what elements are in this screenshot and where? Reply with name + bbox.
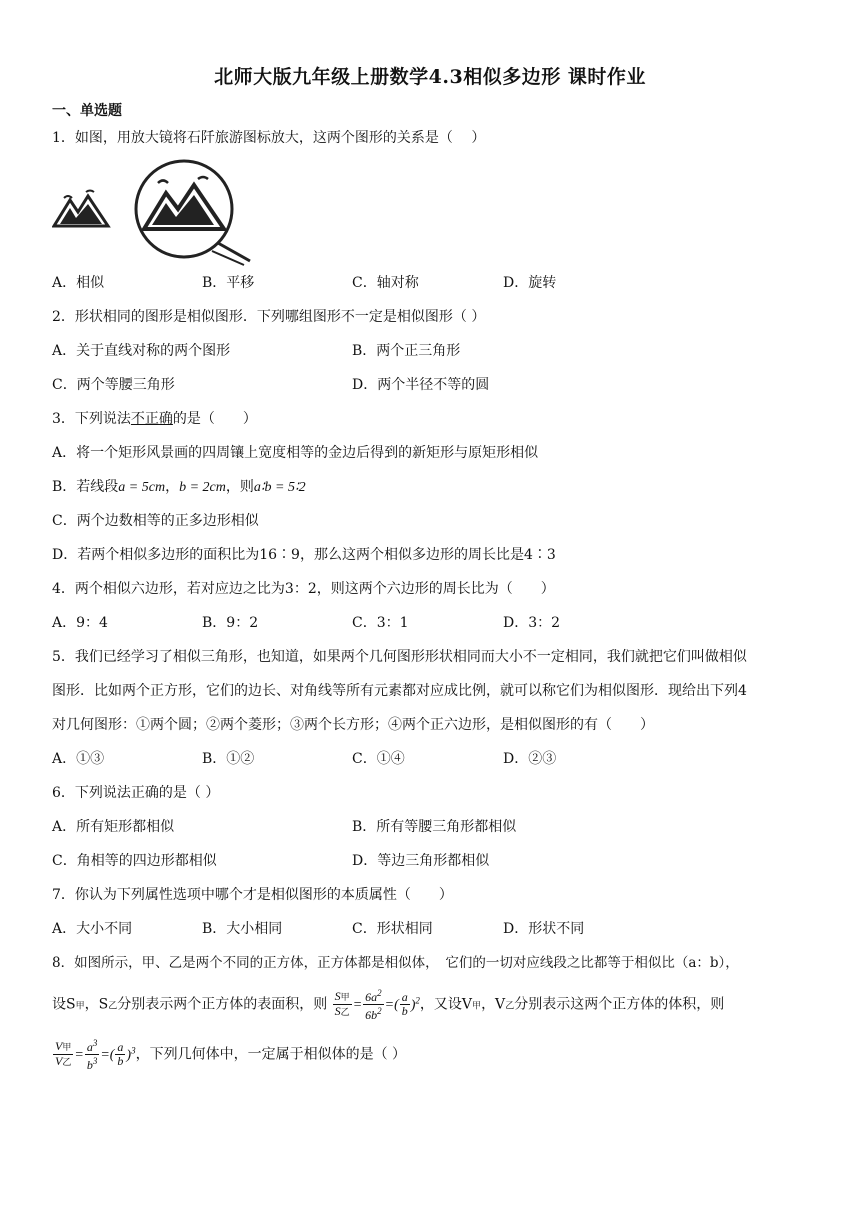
question-3-stem-underlined: 不正确 <box>130 411 173 427</box>
volume-formula-fraction: $\frac{a^3}{b^3}$ <box>86 1038 98 1073</box>
question-8-line-1: 8．如图所示，甲、乙是两个不同的正方体，正方体都是相似体， 它们的一切对应线段之比都等于相似比（a：b）， <box>52 955 739 971</box>
question-3-option-a[interactable]: A．将一个矩形风景画的四周镶上宽度相等的金边后得到的新矩形与原矩形相似 <box>52 445 539 461</box>
question-2-option-c[interactable]: C．两个等腰三角形 <box>52 377 175 393</box>
question-8-area-text: 分别表示两个正方体的表面积，则 <box>117 996 328 1013</box>
question-5-option-d[interactable]: D．②③ <box>503 751 557 767</box>
question-3-stem-part-1: 3．下列说法 <box>52 411 131 427</box>
question-3-option-b-label: B．若线段 <box>52 479 119 495</box>
question-7-option-a[interactable]: A．大小不同 <box>52 921 133 937</box>
question-1-option-c[interactable]: C．轴对称 <box>352 275 419 291</box>
question-3-option-b-ratio: a∶b = 5∶2 <box>253 480 306 495</box>
question-4-option-d[interactable]: D．3：2 <box>503 615 561 631</box>
question-2-option-b[interactable]: B．两个正三角形 <box>352 343 461 359</box>
question-8-s-label: 设S <box>52 996 76 1013</box>
magnifier-icon <box>132 157 256 267</box>
question-7-option-b[interactable]: B．大小相同 <box>202 921 283 937</box>
mountain-icon-small <box>52 188 112 232</box>
question-8-line-2: 设S甲，S乙分别表示两个正方体的表面积，则 $\frac{\text{S甲}}{\text{S乙}}$ = $\frac{6a^2}{6b^2}$ =( $\frac{a}{b}$ )$^2$，又设V甲，V乙分别表示这两个正方体的体积，则 <box>52 988 725 1023</box>
question-5-line-2: 图形．比如两个正方形，它们的边长、对角线等所有元素都对应成比例，就可以称它们为相似图形．现给出下列4 <box>52 683 747 699</box>
question-4-option-c[interactable]: C．3：1 <box>352 615 409 631</box>
question-2-stem: 2．形状相同的图形是相似图形．下列哪组图形不一定是相似图形（ ） <box>52 309 486 325</box>
question-5-option-c[interactable]: C．①④ <box>352 751 405 767</box>
question-6-option-d[interactable]: D．等边三角形都相似 <box>352 853 490 869</box>
question-1-stem: 1．如图，用放大镜将石阡旅游图标放大，这两个图形的关系是（ ） <box>52 130 486 146</box>
question-3-option-b-sep: ， <box>165 479 180 495</box>
page-title: 北师大版九年级上册数学4.3相似多边形 课时作业 <box>214 66 646 88</box>
question-3-stem-part-2: 的是（ ） <box>172 411 257 427</box>
question-8-sub-yi: 乙 <box>108 1001 118 1012</box>
question-3-option-b-math-a: a = 5cm <box>118 480 166 495</box>
question-1-option-a[interactable]: A．相似 <box>52 275 105 291</box>
area-ratio-fraction: $\frac{\text{S甲}}{\text{S乙}}$ <box>334 989 350 1019</box>
question-4-option-a[interactable]: A．9：4 <box>52 615 108 631</box>
question-3-option-d[interactable]: D．若两个相似多边形的面积比为16∶9，那么这两个相似多边形的周长比是4∶3 <box>52 547 556 563</box>
section-heading: 一、单选题 <box>52 103 122 119</box>
question-6-option-b[interactable]: B．所有等腰三角形都相似 <box>352 819 517 835</box>
question-7-option-d[interactable]: D．形状不同 <box>503 921 585 937</box>
question-3-option-b-then: ，则 <box>225 479 254 495</box>
question-5-option-b[interactable]: B．①② <box>202 751 255 767</box>
question-8-volume-text-2: 分别表示这两个正方体的体积，则 <box>514 996 725 1013</box>
question-2-option-d[interactable]: D．两个半径不等的圆 <box>352 377 490 393</box>
question-8-v2-label: ，V <box>481 996 506 1013</box>
question-8-volume-text: ，又设V <box>419 996 473 1013</box>
question-8-line-3: $\frac{\text{V甲}}{\text{V乙}}$ = $\frac{a^3}{b^3}$ =( $\frac{a}{b}$ )$^3$，下列几何体中，一定属于相似体的是（ ） <box>55 1038 407 1073</box>
question-6-option-a[interactable]: A．所有矩形都相似 <box>52 819 175 835</box>
question-3-stem <box>52 409 257 429</box>
question-1-option-b[interactable]: B．平移 <box>202 275 255 291</box>
question-8-sub-jia: 甲 <box>75 1001 85 1012</box>
area-base-fraction: $\frac{a}{b}$ <box>401 990 408 1019</box>
question-6-stem: 6．下列说法正确的是（ ） <box>52 785 220 801</box>
question-7-option-c[interactable]: C．形状相同 <box>352 921 433 937</box>
volume-ratio-fraction: $\frac{\text{V甲}}{\text{V乙}}$ <box>55 1039 72 1069</box>
question-5-line-1: 5．我们已经学习了相似三角形，也知道，如果两个几何图形形状相同而大小不一定相同，我们就把它们叫做相似 <box>52 649 747 665</box>
question-2-option-a[interactable]: A．关于直线对称的两个图形 <box>52 343 231 359</box>
question-5-line-3: 对几何图形：①两个圆；②两个菱形；③两个长方形；④两个正六边形，是相似图形的有（ ） <box>52 717 654 733</box>
question-3-option-c[interactable]: C．两个边数相等的正多边形相似 <box>52 513 259 529</box>
question-6-option-c[interactable]: C．角相等的四边形都相似 <box>52 853 217 869</box>
question-5-option-a[interactable]: A．①③ <box>52 751 105 767</box>
question-8-s2-label: ，S <box>84 996 109 1013</box>
question-4-stem: 4．两个相似六边形，若对应边之比为3：2，则这两个六边形的周长比为（ ） <box>52 581 555 597</box>
question-8-line-3-text: ，下列几何体中，一定属于相似体的是（ ） <box>135 1046 407 1063</box>
question-3-option-b-math-b: b = 2cm <box>179 480 226 495</box>
volume-base-fraction: $\frac{a}{b}$ <box>117 1040 124 1069</box>
area-formula-fraction: $\frac{6a^2}{6b^2}$ <box>365 988 382 1023</box>
question-7-stem: 7．你认为下列属性选项中哪个才是相似图形的本质属性（ ） <box>52 887 453 903</box>
question-1-option-d[interactable]: D．旋转 <box>503 275 557 291</box>
question-3-option-b[interactable] <box>52 477 306 498</box>
question-4-option-b[interactable]: B．9：2 <box>202 615 259 631</box>
